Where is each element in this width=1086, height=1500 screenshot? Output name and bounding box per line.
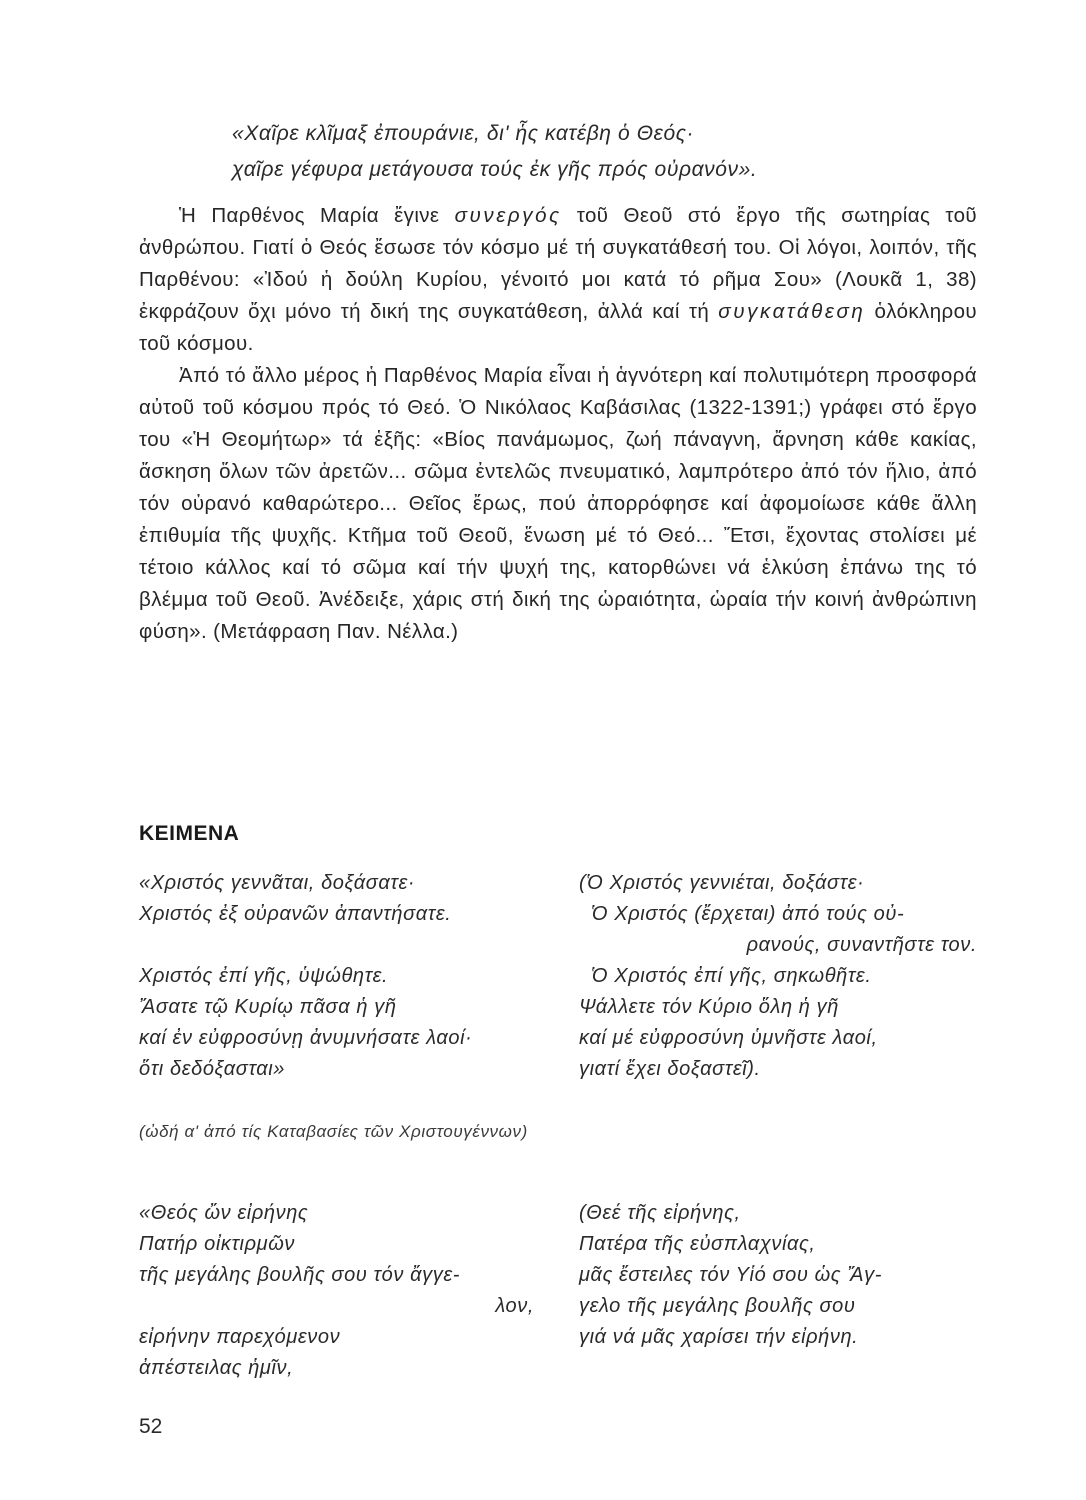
body-text xyxy=(139,200,977,648)
paragraph xyxy=(139,200,977,360)
hymn-caption: (ὠδή α' ἀπό τίς Καταβασίες τῶν Χριστουγέννων) xyxy=(139,1122,528,1141)
paragraph-text: ὁλόκληρου τοῦ κόσμου. xyxy=(139,300,977,355)
epigraph-quote xyxy=(232,116,932,188)
verse-line: Χριστός ἐπί γῆς, ὑψώθητε. xyxy=(139,965,389,987)
hymn2-translation xyxy=(579,1198,977,1353)
hymn1-translation xyxy=(579,868,977,1085)
emphasis-text: συνεργός xyxy=(454,204,562,227)
page-number: 52 xyxy=(139,1415,163,1438)
verse-line: γελο τῆς μεγάλης βουλῆς σου xyxy=(579,1295,856,1317)
verse-line: καί ἐν εὐφροσύνῃ ἀνυμνήσατε λαοί· xyxy=(139,1027,473,1049)
verse-line: εἰρήνην παρεχόμενον xyxy=(139,1326,341,1348)
verse-line: Ἄσατε τῷ Κυρίῳ πᾶσα ἡ γῆ xyxy=(139,996,397,1018)
verse-line: τῆς μεγάλης βουλῆς σου τόν ἄγγε- xyxy=(139,1264,460,1286)
verse-line: (Θεέ τῆς εἰρήνης, xyxy=(579,1202,741,1224)
epigraph-line: «Χαῖρε κλῖμαξ ἐπουράνιε, δι' ἧς κατέβη ὁ Θεός· xyxy=(232,122,695,145)
verse-line: Ψάλλετε τόν Κύριο ὅλη ἡ γῆ xyxy=(579,996,839,1018)
verse-line: καί μέ εὐφροσύνη ὑμνῆστε λαοί, xyxy=(579,1027,878,1049)
verse-line: Χριστός ἐξ οὐρανῶν ἀπαντήσατε. xyxy=(139,903,452,925)
verse-line: «Θεός ὤν εἰρήνης xyxy=(139,1202,309,1224)
hymn2-original xyxy=(139,1198,534,1384)
verse-line: Ὁ Χριστός (ἔρχεται) ἀπό τούς οὐ- xyxy=(591,903,905,925)
paragraph: Ἀπό τό ἄλλο μέρος ἡ Παρθένος Μαρία εἶναι ἡ ἁγνότερη καί πολυτιμότερη προσφορά αὐτοῦ τοῦ κόσμου πρός τό Θεό. Ὁ Νικόλαος Καβάσιλας (1322-1391;) γράφει στό ἔργο του «Ἡ Θεομήτωρ» τά ἑξῆς: «Βίος πανάμωμος, ζωή πάναγνη, ἄρνηση κάθε κακίας, ἄσκηση ὅλων τῶν ἀρετῶν... σῶμα ἐντελῶς πνευματικό, λαμπρότερο ἀπό τόν ἥλιο, ἀπό τόν οὐρανό καθαρώτερο... Θεῖος ἔρως, πού ἀπορρόφησε καί ἀφομοίωσε κάθε ἄλλη ἐπιθυμία τῆς ψυχῆς. Κτῆμα τοῦ Θεοῦ, ἕνωση μέ τό Θεό... Ἔτσι, ἔχοντας στολίσει μέ τέτοιο κάλλος καί τό σῶμα καί τήν ψυχή της, κατορθώνει νά ἑλκύση ἐπάνω της τό βλέμμα τοῦ Θεοῦ. Ἀνέδειξε, χάρις στή δική της ὡραιότητα, ὡραία τήν κοινή ἀνθρώπινη φύση». (Μετάφραση Παν. Νέλλα.) xyxy=(139,364,977,643)
verse-line: (Ὁ Χριστός γεννιέται, δοξάστε· xyxy=(579,872,865,894)
verse-line: λον, xyxy=(495,1295,534,1317)
paragraph-text: τοῦ Θεοῦ στό ἔργο τῆς σωτηρίας τοῦ ἀνθρώπου. Γιατί ὁ Θεός ἔσωσε τόν κόσμο μέ τή συγκατάθεσή του. Οἱ λόγοι, λοιπόν, τῆς Παρθένου: «Ἰδού ἡ δούλη Κυρίου, γένοιτό μοι κατά τό ρῆμα Σου» (Λουκᾶ 1, 38) ἐκφράζουν ὄχι μόνο τή δική της συγκατάθεση, ἀλλά καί τή xyxy=(139,204,977,323)
verse-line: Πατέρα τῆς εὐσπλαχνίας, xyxy=(579,1233,816,1255)
verse-line: γιατί ἔχει δοξαστεῖ). xyxy=(579,1058,761,1080)
verse-line: μᾶς ἔστειλες τόν Υἱό σου ὡς Ἄγ- xyxy=(579,1264,882,1286)
epigraph-line: χαῖρε γέφυρα μετάγουσα τούς ἐκ γῆς πρός οὐρανόν». xyxy=(232,158,758,181)
emphasis-text: συγκατάθεση xyxy=(718,300,866,323)
verse-line: ἀπέστειλας ἡμῖν, xyxy=(139,1357,294,1379)
verse-line: ὅτι δεδόξασται» xyxy=(139,1058,286,1080)
verse-line: Ὁ Χριστός ἐπί γῆς, σηκωθῆτε. xyxy=(591,965,872,987)
section-heading: ΚΕΙΜΕΝΑ xyxy=(139,822,240,845)
paragraph-text: Ἡ Παρθένος Μαρία ἔγινε xyxy=(179,204,455,227)
verse-line: Πατήρ οἰκτιρμῶν xyxy=(139,1233,295,1255)
verse-line: ρανούς, συναντῆστε τον. xyxy=(746,934,977,956)
verse-line: γιά νά μᾶς χαρίσει τήν εἰρήνη. xyxy=(579,1326,859,1348)
verse-line: «Χριστός γεννᾶται, δοξάσατε· xyxy=(139,872,416,894)
hymn1-original xyxy=(139,868,549,1085)
